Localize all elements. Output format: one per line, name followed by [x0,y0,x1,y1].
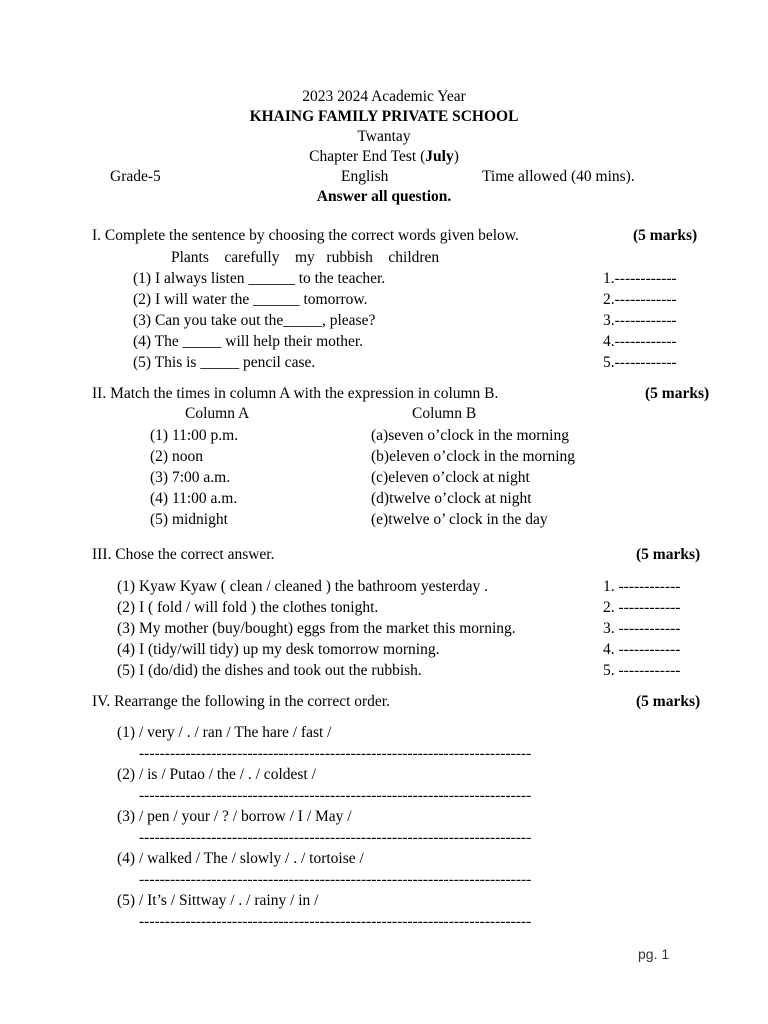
section4-marks: (5 marks) [636,693,701,710]
test-title [0,147,768,167]
rearrange-item: (3) / pen / your / ? / borrow / I / May / [117,808,352,825]
column-a-item: (4) 11:00 a.m. [150,490,238,507]
word-bank: Plants carefully my rubbish children [171,249,440,266]
column-b-item: (b)eleven o’clock in the morning [371,448,576,465]
column-a-item: (1) 11:00 p.m. [150,427,239,444]
section3-question: (2) I ( fold / will fold ) the clothes tonight. [117,599,379,616]
column-a-header: Column A [185,405,250,422]
section1-answer-blank: 1.------------ [603,270,677,287]
section3-marks: (5 marks) [636,546,701,563]
section1-title: I. Complete the sentence by choosing the correct words given below. [92,227,519,244]
academic-year: 2023 2024 Academic Year [302,88,466,105]
column-a-item: (5) midnight [150,511,228,528]
section1-answer-blank: 4.------------ [603,333,677,350]
section1-marks: (5 marks) [633,227,698,244]
answer-line: ---------------------------------------------------------------------------- [139,745,532,762]
section1-question: (1) I always listen ______ to the teacher. [133,270,386,287]
section3-title: III. Chose the correct answer. [92,546,275,563]
answer-line: ---------------------------------------------------------------------------- [139,829,532,846]
instruction: Answer all question. [316,188,452,205]
rearrange-item: (1) / very / . / ran / The hare / fast / [117,724,332,741]
test-title-prefix: Chapter End Test ( [309,148,426,165]
section3-answer-blank: 2. ------------ [603,599,681,616]
column-b-item: (a)seven o’clock in the morning [371,427,569,444]
column-a-item: (2) noon [150,448,203,465]
test-title-suffix: ) [453,148,459,165]
section1-answer-blank: 2.------------ [603,291,677,308]
column-b-item: (d)twelve o’clock at night [371,490,532,507]
rearrange-item: (4) / walked / The / slowly / . / tortoise / [117,850,364,867]
section3-question: (5) I (do/did) the dishes and took out the rubbish. [117,662,422,679]
answer-line: ---------------------------------------------------------------------------- [139,913,532,930]
answer-line: ---------------------------------------------------------------------------- [139,787,532,804]
section3-answer-blank: 4. ------------ [603,641,681,658]
column-b-item: (e)twelve o’ clock in the day [371,511,548,528]
section3-question: (4) I (tidy/will tidy) up my desk tomorrow morning. [117,641,440,658]
test-month: July [425,148,454,165]
answer-line: ---------------------------------------------------------------------------- [139,871,532,888]
subject-label: English [341,168,389,185]
school-location: Twantay [357,128,411,145]
school-name: KHAING FAMILY PRIVATE SCHOOL [249,108,519,125]
rearrange-item: (2) / is / Putao / the / . / coldest / [117,766,316,783]
page-number: pg. 1 [638,946,670,962]
section1-answer-blank: 3.------------ [603,312,677,329]
section2-marks: (5 marks) [645,385,710,402]
section3-question: (3) My mother (buy/bought) eggs from the market this morning. [117,620,516,637]
section3-answer-blank: 3. ------------ [603,620,681,637]
column-b-item: (c)eleven o’clock at night [371,469,530,486]
section1-answer-blank: 5.------------ [603,354,677,371]
section4-title: IV. Rearrange the following in the correct order. [92,693,390,710]
rearrange-item: (5) / It’s / Sittway / . / rainy / in / [117,892,319,909]
section1-question: (4) The _____ will help their mother. [133,333,364,350]
section2-title: II. Match the times in column A with the expression in column B. [92,385,499,402]
section1-question: (2) I will water the ______ tomorrow. [133,291,368,308]
section3-answer-blank: 1. ------------ [603,578,681,595]
section3-answer-blank: 5. ------------ [603,662,681,679]
column-a-item: (3) 7:00 a.m. [150,469,231,486]
grade-label: Grade-5 [110,168,161,185]
section1-question: (5) This is _____ pencil case. [133,354,316,371]
section1-question: (3) Can you take out the_____, please? [133,312,376,329]
column-b-header: Column B [412,405,477,422]
section3-question: (1) Kyaw Kyaw ( clean / cleaned ) the bathroom yesterday . [117,578,488,595]
time-allowed: Time allowed (40 mins). [482,168,635,185]
